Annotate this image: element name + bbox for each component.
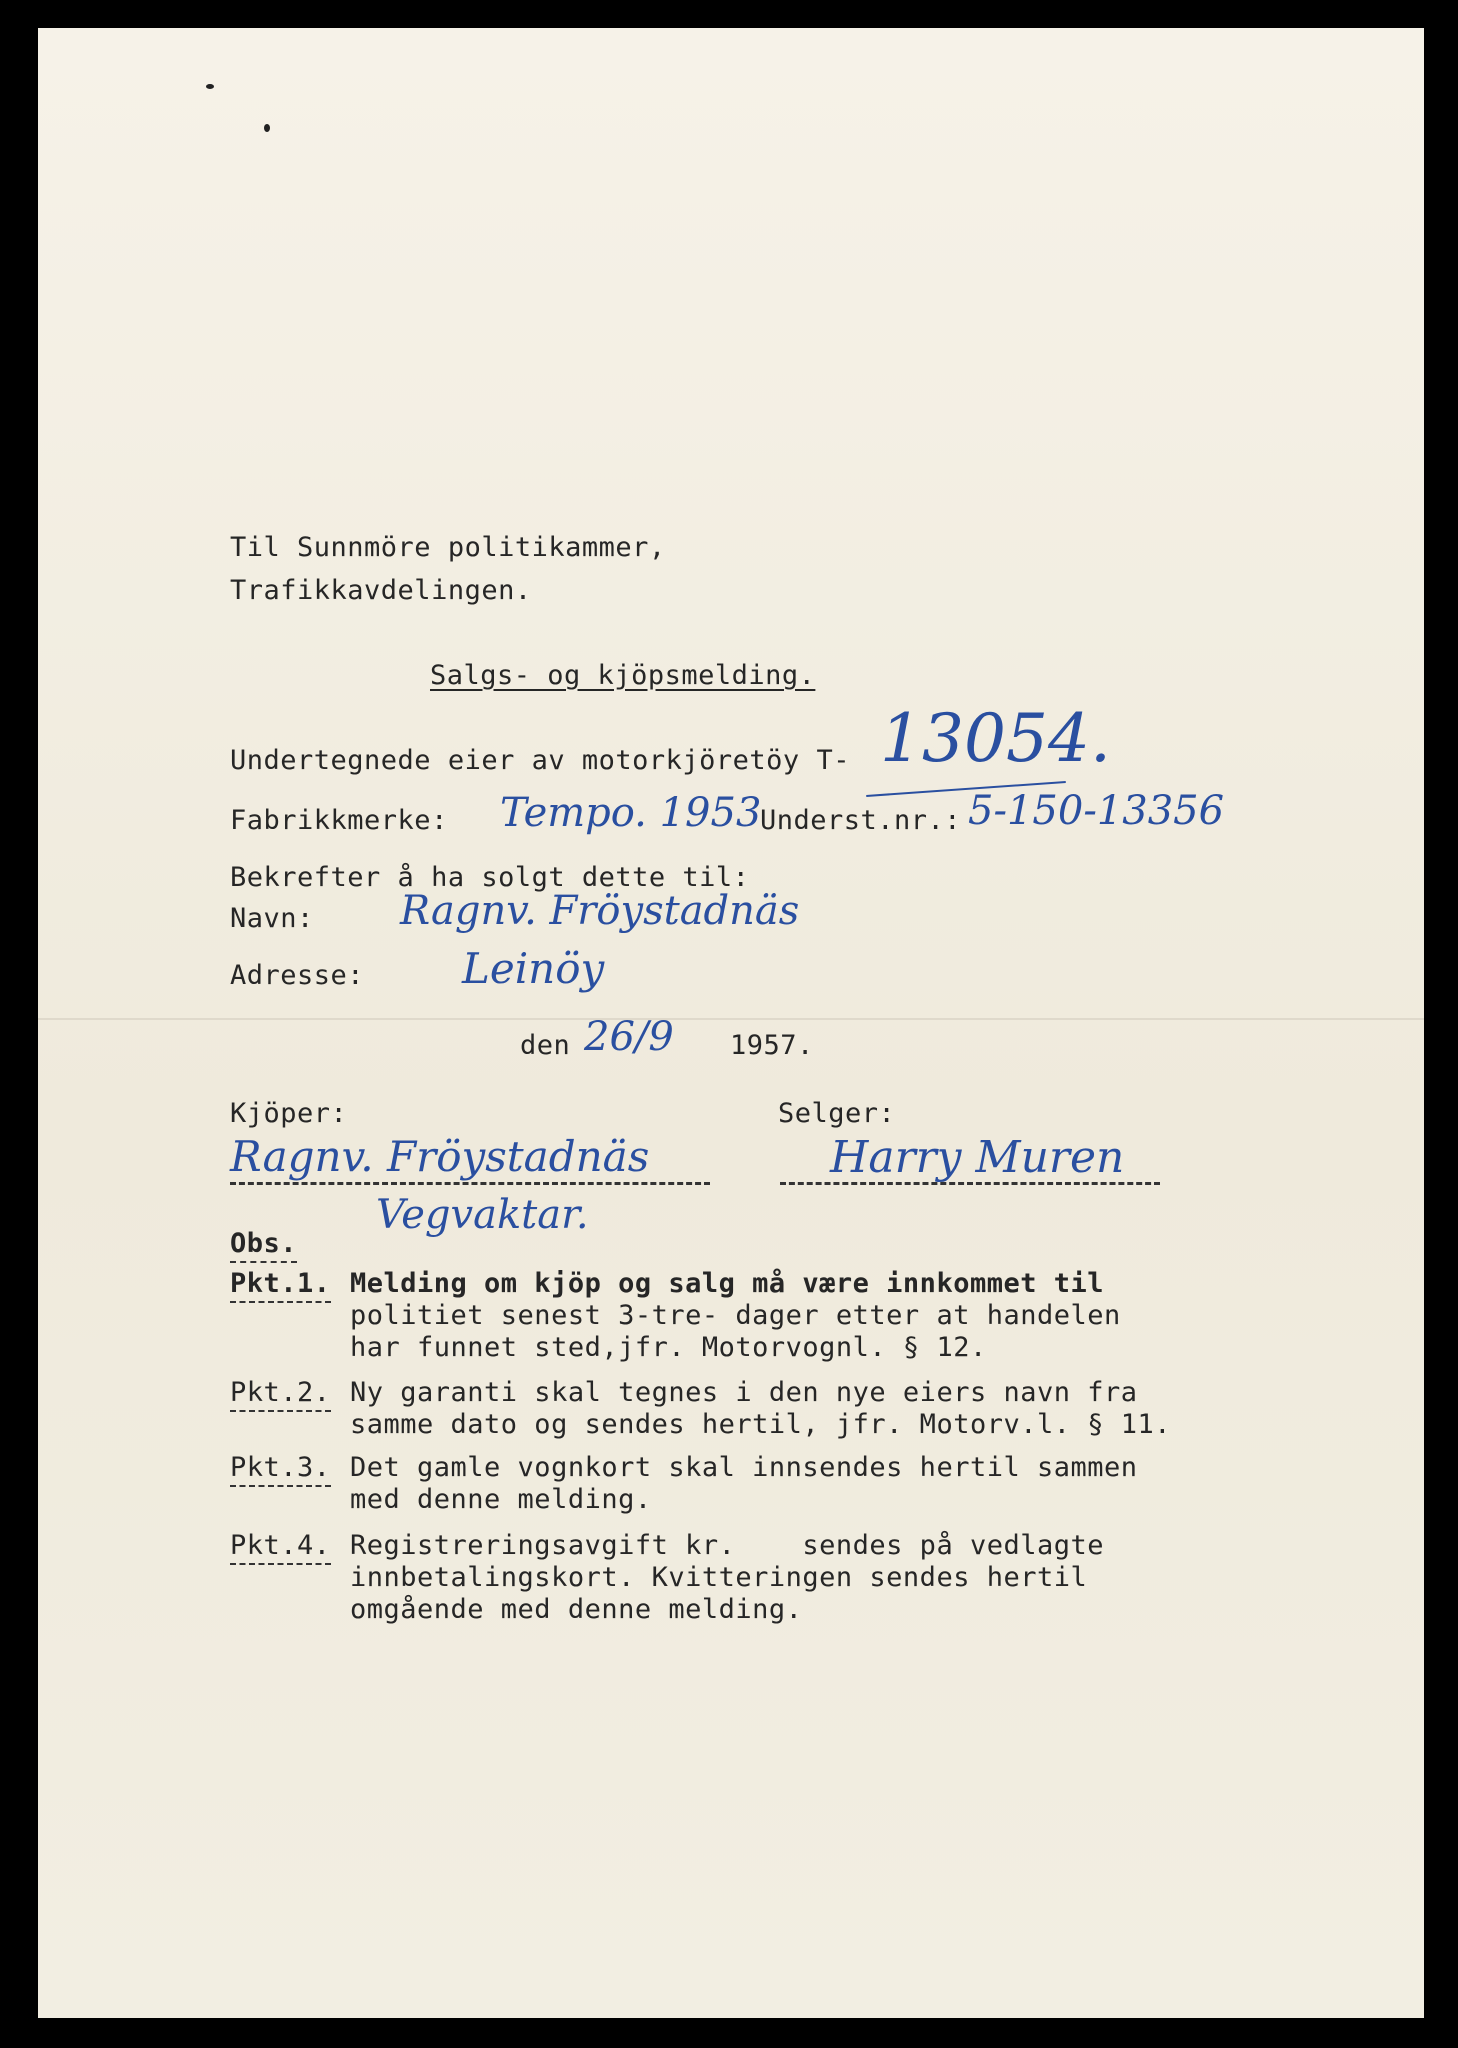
buyer-label: Kjöper: (230, 1098, 348, 1129)
obs-label: Obs. (230, 1228, 297, 1263)
note-3-line-1: Det gamle vognkort skal innsendes hertil sammen (350, 1452, 1138, 1483)
ink-speck (206, 84, 214, 89)
note-1-line-1: Melding om kjöp og salg må være innkommet til (350, 1268, 1104, 1299)
note-2-line-1: Ny garanti skal tegnes i den nye eiers navn fra (350, 1377, 1138, 1408)
note-4-line-2: innbetalingskort. Kvitteringen sendes hertil (350, 1562, 1088, 1593)
note-label-1: Pkt.1. (230, 1268, 331, 1303)
owner-label: Undertegnede eier av motorkjöretöy T- (230, 745, 850, 776)
buyer-signature-line (230, 1182, 710, 1185)
name-value-handwritten: Ragnv. Fröystadnäs (400, 888, 800, 934)
note-4-line-3: omgående med denne melding. (350, 1594, 803, 1625)
fold-line (38, 1018, 1424, 1020)
note-1-line-3: har funnet sted,jfr. Motorvognl. § 12. (350, 1332, 987, 1363)
date-prefix: den (520, 1030, 571, 1061)
reg-number-handwritten: 13054. (880, 700, 1111, 777)
date-value-handwritten: 26/9 (584, 1014, 674, 1060)
document-page (38, 28, 1424, 2018)
date-year: 1957. (730, 1030, 814, 1061)
note-2-line-2: samme dato og sendes hertil, jfr. Motorv.l. § 11. (350, 1409, 1172, 1440)
buyer-signature: Ragnv. Fröystadnäs (230, 1132, 650, 1181)
ink-speck (264, 124, 270, 132)
name-label: Navn: (230, 903, 314, 934)
seller-signature-line (780, 1182, 1160, 1185)
page-title: Salgs- og kjöpsmelding. (430, 660, 816, 691)
address-label: Adresse: (230, 960, 365, 991)
note-4-line-1: Registreringsavgift kr. sendes på vedlagte (350, 1530, 1104, 1561)
chassis-value-handwritten: 5-150-13356 (968, 788, 1225, 834)
note-label-2: Pkt.2. (230, 1377, 331, 1412)
note-1-line-2: politiet senest 3-tre- dager etter at handelen (350, 1300, 1121, 1331)
recipient-line-2: Trafikkavdelingen. (230, 575, 532, 606)
seller-label: Selger: (778, 1098, 896, 1129)
buyer-title-handwritten: Vegvaktar. (376, 1192, 589, 1238)
note-label-4: Pkt.4. (230, 1530, 331, 1565)
note-3-line-2: med denne melding. (350, 1484, 652, 1515)
confirm-label: Bekrefter å ha solgt dette til: (230, 862, 750, 893)
chassis-label: Underst.nr.: (760, 805, 962, 836)
address-value-handwritten: Leinöy (462, 944, 605, 993)
make-label: Fabrikkmerke: (230, 805, 448, 836)
seller-signature: Harry Muren (830, 1132, 1125, 1183)
make-value-handwritten: Tempo. 1953 (500, 790, 762, 836)
note-label-3: Pkt.3. (230, 1452, 331, 1487)
recipient-line-1: Til Sunnmöre politikammer, (230, 532, 666, 563)
